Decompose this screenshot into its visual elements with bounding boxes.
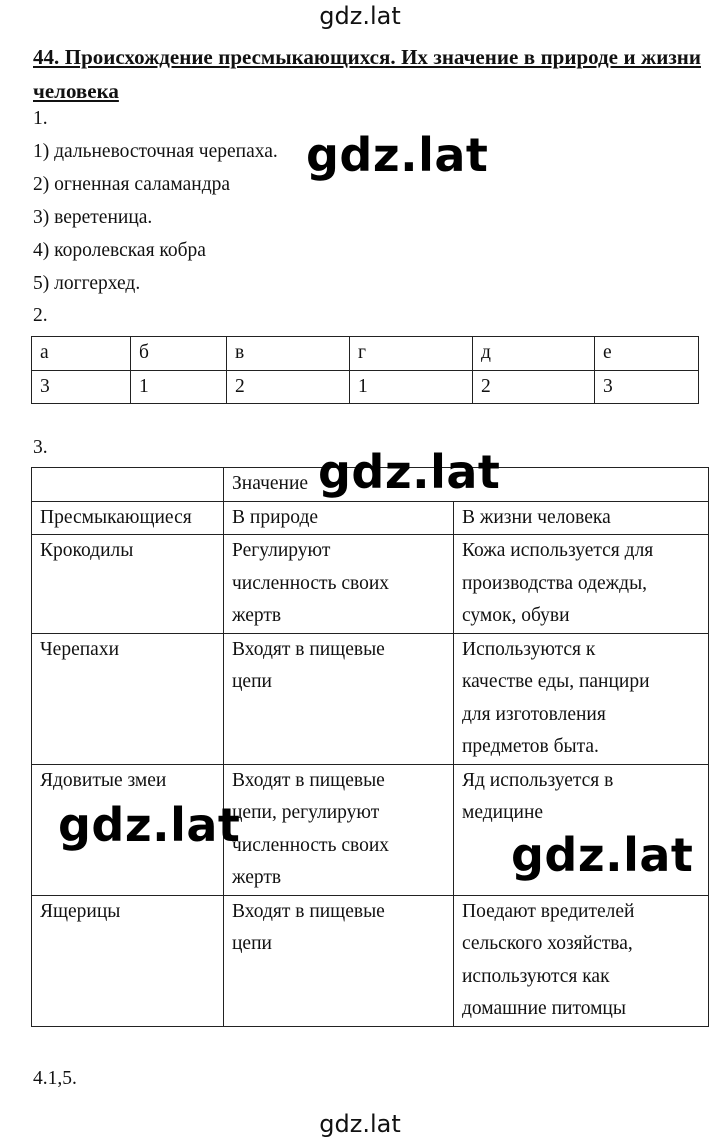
task2-letter: б: [131, 337, 227, 371]
page-title: 44. Происхождение пресмыкающихся. Их значение в природе и жизни человека: [33, 45, 701, 103]
task1-item-4: 4) королевская кобра: [33, 240, 206, 261]
cell-line: Входят в пищевые: [232, 769, 385, 791]
task1-number: 1.: [33, 108, 48, 129]
task3-col-nature: В природе: [224, 501, 454, 535]
task4-answer: 4.1,5.: [33, 1068, 77, 1089]
task2-answer: 1: [131, 370, 227, 404]
task2-letter: д: [473, 337, 595, 371]
watermark-logo: gdz.lat: [511, 828, 694, 882]
cell-line: Кожа используется для: [462, 540, 654, 561]
task3-animal-crocodiles: Крокодилы: [32, 535, 224, 634]
cell-line: Входят в пищевые: [232, 900, 385, 922]
task2-letter: е: [595, 337, 699, 371]
cell-line: производства одежды,: [462, 572, 648, 594]
task3-nature-cell: [224, 764, 454, 895]
task2-answer: 3: [32, 370, 131, 404]
task3-group-header: Значение: [224, 468, 709, 502]
watermark-logo: gdz.lat: [318, 445, 501, 499]
site-footer-label[interactable]: gdz.lat: [319, 1110, 401, 1138]
task3-col-animals: Пресмыкающиеся: [32, 501, 224, 535]
cell-line: предметов быта.: [462, 736, 599, 757]
cell-line: жертв: [232, 867, 282, 888]
cell-line: Поедают вредителей: [462, 900, 635, 922]
task2-answers-row: [32, 370, 699, 404]
cell-line: качестве еды, панцири: [462, 671, 650, 692]
task3-nature-cell: [224, 895, 454, 1026]
watermark-logo: gdz.lat: [306, 128, 489, 182]
task3-human-cell: [454, 535, 709, 634]
task3-reptiles-table: [31, 467, 709, 1027]
task1-item-3: 3) веретеница.: [33, 207, 153, 228]
site-header-label[interactable]: gdz.lat: [319, 2, 401, 30]
task2-letters-row: [32, 337, 699, 371]
cell-line: используются как: [462, 965, 610, 987]
task2-number: 2.: [33, 305, 48, 326]
cell-line: цепи, регулируют: [232, 802, 380, 823]
task3-animal-venomous-snakes: Ядовитые змеи: [32, 764, 224, 895]
task3-human-cell: [454, 895, 709, 1026]
cell-line: Регулируют: [232, 540, 331, 561]
task1-item-2: 2) огненная саламандра: [33, 174, 231, 195]
task1-item-5: 5) логгерхед.: [33, 273, 141, 294]
task3-animal-turtles: Черепахи: [32, 633, 224, 764]
cell-line: Используются к: [462, 638, 596, 660]
task2-letter: г: [350, 337, 473, 371]
cell-line: численность своих: [232, 572, 389, 594]
cell-line: сумок, обуви: [462, 605, 570, 626]
table-row: [32, 633, 709, 764]
cell-line: Яд используется в: [462, 769, 614, 791]
task3-nature-cell: [224, 535, 454, 634]
task3-human-cell: [454, 633, 709, 764]
cell-line: домашние питомцы: [462, 998, 626, 1019]
task2-answer: 2: [227, 370, 350, 404]
watermark-logo: gdz.lat: [58, 798, 241, 852]
cell-line: численность своих: [232, 834, 389, 856]
table-row: [32, 895, 709, 1026]
task2-answer: 3: [595, 370, 699, 404]
task3-col-human: В жизни человека: [454, 501, 709, 535]
task3-column-header-row: [32, 501, 709, 535]
task3-number: 3.: [33, 437, 48, 458]
table-row: [32, 535, 709, 634]
cell-line: жертв: [232, 605, 282, 626]
cell-line: цепи: [232, 671, 272, 692]
cell-line: Входят в пищевые: [232, 638, 385, 660]
task2-answer-table: [31, 336, 699, 404]
task2-answer: 1: [350, 370, 473, 404]
cell-line: медицине: [462, 802, 544, 823]
task2-answer: 2: [473, 370, 595, 404]
task3-nature-cell: [224, 633, 454, 764]
cell-line: для изготовления: [462, 703, 606, 725]
task2-letter: в: [227, 337, 350, 371]
cell-line: сельского хозяйства,: [462, 933, 633, 954]
cell-line: цепи: [232, 933, 272, 954]
task3-empty-header-cell: [32, 468, 224, 502]
task1-item-1: 1) дальневосточная черепаха.: [33, 141, 278, 162]
task2-letter: а: [32, 337, 131, 371]
task3-animal-lizards: Ящерицы: [32, 895, 224, 1026]
